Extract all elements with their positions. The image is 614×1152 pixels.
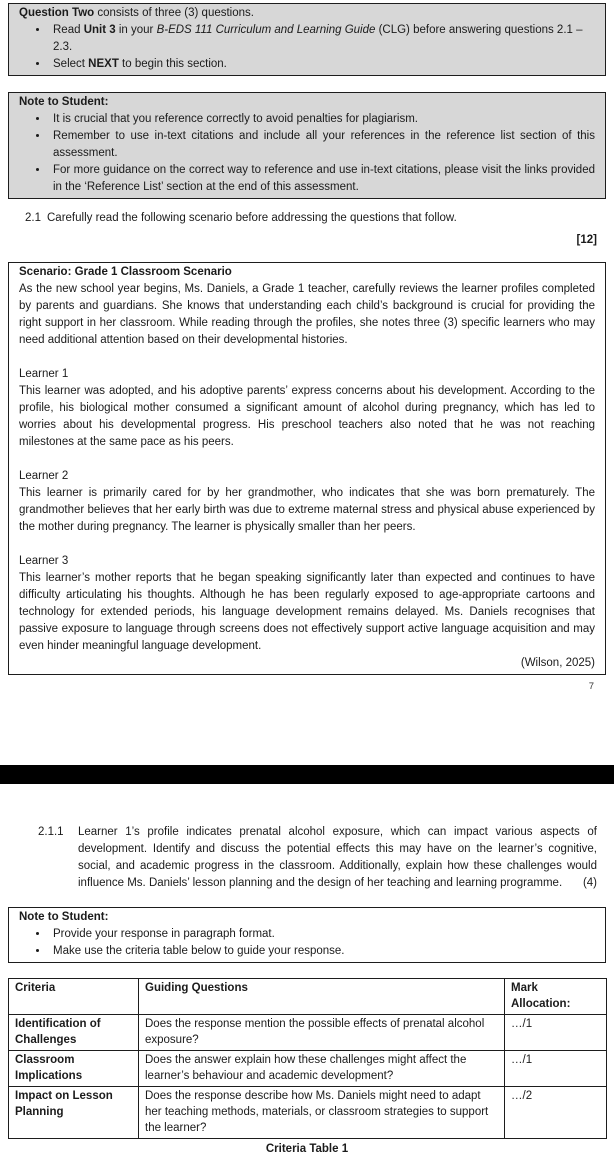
question-2-1-mark: [12] bbox=[576, 234, 597, 246]
question-2-1-line bbox=[25, 210, 597, 227]
header-criteria: Criteria bbox=[9, 979, 139, 1015]
question-two-intro: Question Two consists of three (3) questions. bbox=[19, 7, 254, 19]
question-two-box bbox=[8, 3, 606, 76]
learner-1-body: This learner was adopted, and his adoptive parents’ express concerns about his development. According to the profile, his biological mother consumed a significant amount of alcohol during pregnancy, which has led to worries about his developmental progress. His preschool teachers also noted that he was not reaching milestones at the same pace as his peers. bbox=[19, 385, 595, 448]
row-3-question: Does the response describe how Ms. Daniels might need to adapt her teaching methods, materials, or classroom strategies to support the learner? bbox=[139, 1087, 505, 1139]
learner-2-heading: Learner 2 bbox=[19, 470, 69, 482]
criteria-table-header-row bbox=[9, 979, 607, 1015]
row-1-mark: …/1 bbox=[505, 1015, 607, 1051]
note-bullets bbox=[19, 926, 595, 960]
note-bullet-criteria-table: • Make use the criteria table below to guide your response. bbox=[49, 943, 595, 960]
question-2-1-1 bbox=[38, 824, 597, 892]
question-2-1-1-number: 2.1.1 bbox=[38, 826, 64, 838]
row-2-criteria: Classroom Implications bbox=[9, 1051, 139, 1087]
page-break-band bbox=[0, 765, 614, 784]
scenario-citation: (Wilson, 2025) bbox=[520, 657, 595, 669]
note-title: Note to Student: bbox=[19, 96, 109, 108]
row-1-criteria: Identification of Challenges bbox=[9, 1015, 139, 1051]
table-row bbox=[9, 1087, 607, 1139]
learner-3-section bbox=[19, 553, 595, 655]
question-2-1-1-text: Learner 1’s profile indicates prenatal alcohol exposure, which can impact various aspects of development. Identify and discuss the potential effects this may have on the learner’s cognitive, social, and academic progress in the classroom. Additionally, explain how these challenges would influence Ms. Daniels’ lesson planning and the design of her teaching and learning programme. (4) bbox=[78, 824, 597, 892]
learner-3-body: This learner’s mother reports that he began speaking significantly later than expected and continues to have difficulty articulating his thoughts. Although he has been regularly exposed to age-appropriate cartoons and technology for extended periods, his language development remains delayed. Ms. Daniels recognises that passive exposure to language through screens does not effectively support active language acquisition and may even hinder meaningful language development. bbox=[19, 572, 595, 652]
row-3-criteria: Impact on Lesson Planning bbox=[9, 1087, 139, 1139]
question-2-1-number: 2.1 bbox=[25, 212, 41, 224]
scenario-box bbox=[8, 262, 606, 675]
note-bullets bbox=[19, 111, 595, 196]
criteria-table-caption: Criteria Table 1 bbox=[265, 1143, 349, 1152]
page-number: 7 bbox=[588, 681, 594, 692]
learner-1-heading: Learner 1 bbox=[19, 368, 69, 380]
learner-1-section bbox=[19, 366, 595, 451]
table-row bbox=[9, 1015, 607, 1051]
row-2-question: Does the answer explain how these challenges might affect the learner’s behaviour and academic development? bbox=[139, 1051, 505, 1087]
bullet-read-unit: • Read Unit 3 in your B-EDS 111 Curriculum and Learning Guide (CLG) before answering questions 2.1 – 2.3. bbox=[49, 22, 595, 56]
learner-2-section bbox=[19, 468, 595, 536]
note-bullet-plagiarism: • It is crucial that you reference correctly to avoid penalties for plagiarism. bbox=[49, 111, 595, 128]
learner-3-heading: Learner 3 bbox=[19, 555, 69, 567]
row-1-question: Does the response mention the possible effects of prenatal alcohol exposure? bbox=[139, 1015, 505, 1051]
question-two-title: Question Two bbox=[19, 7, 95, 19]
header-guiding-questions: Guiding Questions bbox=[139, 979, 505, 1015]
scenario-intro: As the new school year begins, Ms. Daniels, a Grade 1 teacher, carefully reviews the learner profiles completed by parents and guardians. She knows that understanding each child’s background is crucial for providing the right support in her classroom. While reading through the profiles, she notes three (3) specific learners who may need additional attention based on their developmental histories. bbox=[19, 283, 595, 346]
question-2-1-1-mark: (4) bbox=[582, 877, 597, 889]
table-row bbox=[9, 1051, 607, 1087]
note-title: Note to Student: bbox=[19, 911, 109, 923]
question-2-1-text: Carefully read the following scenario before addressing the questions that follow. bbox=[47, 212, 457, 224]
learner-2-body: This learner is primarily cared for by her grandmother, who indicates that she was born prematurely. The grandmother believes that her early birth was due to extreme maternal stress and physical abuse experienced by the mother during pregnancy. The learner is physically smaller than her peers. bbox=[19, 487, 595, 533]
note-bullet-guidance: • For more guidance on the correct way to reference and use in-text citations, please visit the links provided in the ‘Reference List’ section at the end of this assessment. bbox=[49, 162, 595, 196]
row-3-mark: …/2 bbox=[505, 1087, 607, 1139]
note-to-student-box-2 bbox=[8, 907, 606, 963]
criteria-table bbox=[8, 978, 607, 1139]
scenario-title: Scenario: Grade 1 Classroom Scenario bbox=[19, 266, 232, 278]
question-two-bullets bbox=[19, 22, 595, 73]
note-bullet-paragraph-format: • Provide your response in paragraph format. bbox=[49, 926, 595, 943]
note-bullet-citations: • Remember to use in-text citations and include all your references in the reference list section of this assessment. bbox=[49, 128, 595, 162]
header-mark-allocation: Mark Allocation: bbox=[505, 979, 607, 1015]
note-to-student-box-1 bbox=[8, 92, 606, 199]
bullet-select-next: • Select NEXT to begin this section. bbox=[49, 56, 595, 73]
row-2-mark: …/1 bbox=[505, 1051, 607, 1087]
